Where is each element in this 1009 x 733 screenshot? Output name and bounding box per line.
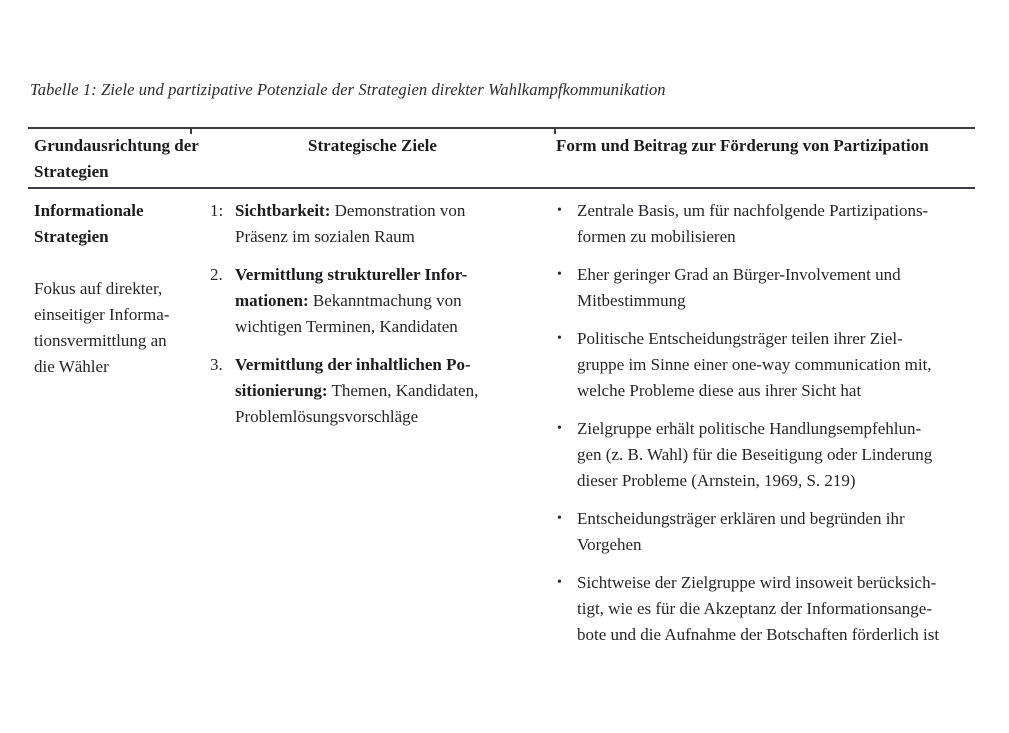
participation-item: [545, 198, 975, 250]
goal-text: Vermittlung struktureller Infor- mationen: Bekanntmachung von wichtigen Terminen, Kandidaten: [235, 265, 468, 336]
goal-marker: 1:: [210, 201, 224, 220]
participation-item: [545, 506, 975, 558]
table-body-row: [28, 189, 975, 660]
bullet-icon: •: [557, 267, 562, 282]
orientation-heading: Informationale Strategien: [34, 201, 144, 246]
participation-item: [545, 326, 975, 404]
participation-text: Zentrale Basis, um für nachfolgende Partizipations- formen zu mobilisieren: [577, 201, 929, 246]
goals-cell: [200, 198, 545, 660]
participation-text: Sichtweise der Zielgruppe wird insoweit berücksich- tigt, wie es für die Akzeptanz der Informationsange- bote und die Aufnahme der Botschaften förderlich ist: [577, 573, 940, 644]
table-header-row: [28, 129, 975, 187]
participation-item: [545, 570, 975, 648]
orientation-description: Fokus auf direkter, einseitiger Informa- tionsvermittlung an die Wähler: [34, 279, 170, 376]
header-participation: Form und Beitrag zur Förderung von Partizipation: [556, 136, 929, 155]
participation-text: Zielgruppe erhält politische Handlungsempfehlun- gen (z. B. Wahl) für die Beseitigung oder Linderung dieser Probleme (Arnstein, 1969, S. 219): [577, 419, 933, 490]
goal-text: Vermittlung der inhaltlichen Po- sitionierung: Themen, Kandidaten, Problemlösungsvorschläge: [235, 355, 479, 426]
header-goals: Strategische Ziele: [308, 136, 437, 155]
header-orientation: Grundausrichtung der Strategien: [34, 136, 199, 181]
participation-item: [545, 416, 975, 494]
goal-item: [200, 198, 545, 250]
goal-marker: 3.: [210, 355, 223, 374]
bullet-icon: •: [557, 511, 562, 526]
goal-item: [200, 352, 545, 430]
campaign-strategies-table: [28, 127, 975, 660]
goal-text: Sichtbarkeit: Demonstration von Präsenz im sozialen Raum: [235, 201, 466, 246]
participation-text: Eher geringer Grad an Bürger-Involvement und Mitbestimmung: [577, 265, 901, 310]
bullet-icon: •: [557, 575, 562, 590]
bullet-icon: •: [557, 421, 562, 436]
participation-text: Politische Entscheidungsträger teilen ihrer Ziel- gruppe im Sinne einer one-way communication mit, welche Probleme diese aus ihrer Sicht hat: [577, 329, 932, 400]
column-divider-tick: [554, 129, 556, 134]
participation-text: Entscheidungsträger erklären und begründen ihr Vorgehen: [577, 509, 905, 554]
goal-item: [200, 262, 545, 340]
table-header-rule: [28, 187, 975, 189]
bullet-icon: •: [557, 331, 562, 346]
orientation-cell: [28, 198, 200, 660]
bullet-icon: •: [557, 203, 562, 218]
goal-marker: 2.: [210, 265, 223, 284]
participation-item: [545, 262, 975, 314]
participation-cell: [545, 198, 975, 660]
table-top-rule: [28, 127, 975, 129]
table-caption: Tabelle 1: Ziele und partizipative Potenziale der Strategien direkter Wahlkampfkommunikation: [30, 80, 666, 99]
column-divider-tick: [190, 129, 192, 134]
